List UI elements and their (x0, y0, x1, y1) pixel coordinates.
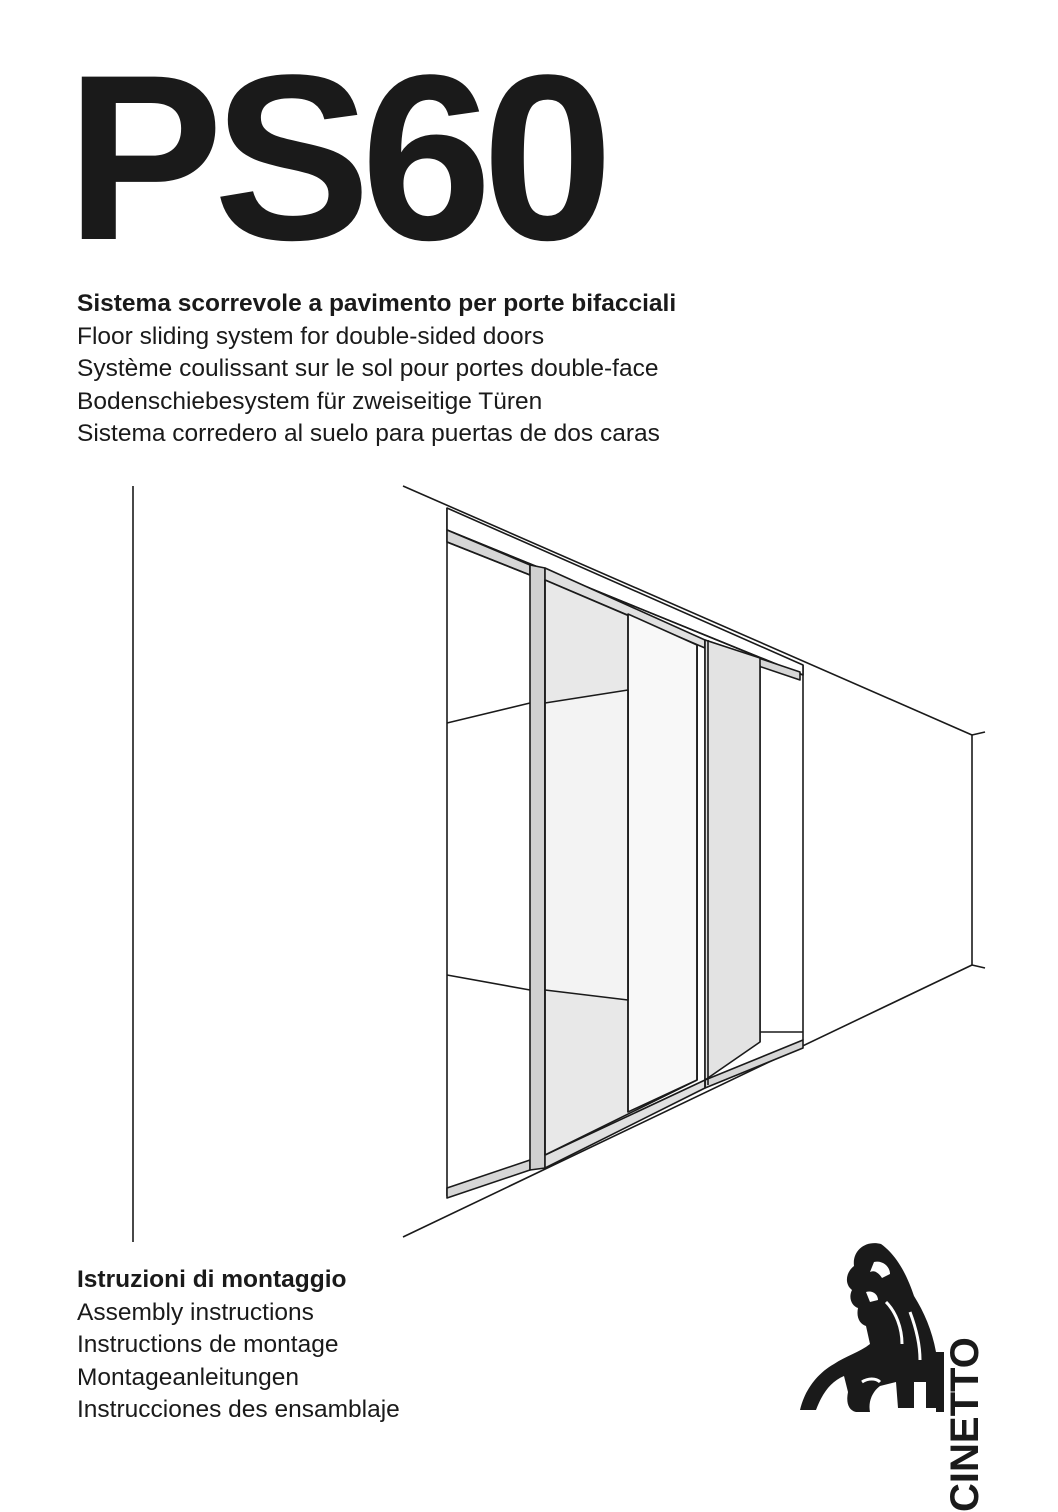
door-panel-rear (705, 640, 760, 1080)
subtitle-italian: Sistema scorrevole a pavimento per porte bifacciali (77, 290, 677, 317)
subtitle-german: Bodenschiebesystem für zweiseitige Türen (77, 387, 543, 415)
sliding-door-illustration (0, 470, 1058, 1250)
product-title: PS60 (66, 26, 604, 290)
brand-name: CINETTO (943, 1337, 987, 1512)
instructions-italian: Istruzioni di montaggio (77, 1266, 347, 1293)
instructions-german: Montageanleitungen (77, 1363, 300, 1391)
instructions-spanish: Instrucciones des ensamblaje (77, 1396, 400, 1423)
interior-floor-line (447, 975, 530, 990)
instructions-block (77, 1264, 400, 1427)
subtitle-block (77, 288, 676, 451)
instructions-french: Instructions de montage (77, 1331, 339, 1358)
subtitle-french: Système coulissant sur le sol pour portes double-face (77, 355, 659, 382)
subtitle-spanish: Sistema corredero al suelo para puertas de dos caras (77, 420, 660, 447)
brand-logo (935, 1326, 995, 1512)
subtitle-english: Floor sliding system for double-sided doors (77, 322, 545, 350)
door-frame-left (530, 565, 545, 1170)
interior-ceiling-line (447, 703, 530, 723)
instructions-english: Assembly instructions (77, 1298, 314, 1326)
